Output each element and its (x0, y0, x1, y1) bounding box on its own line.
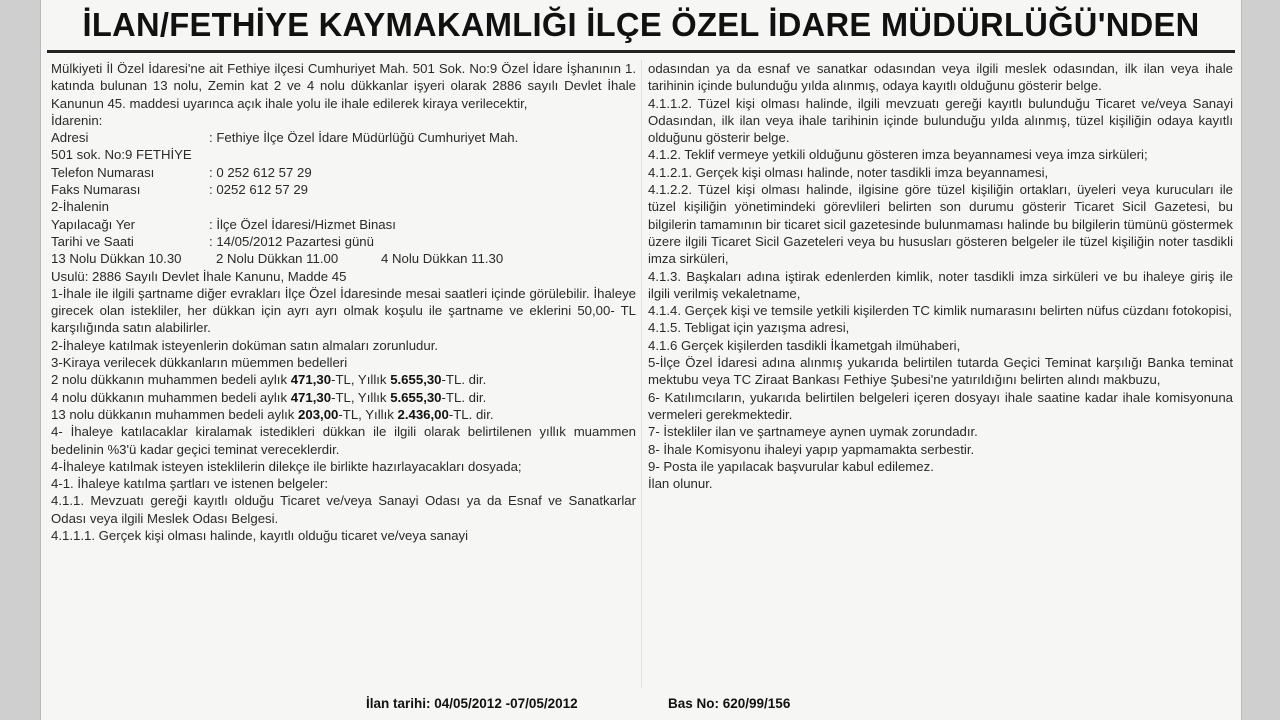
place-key: Yapılacağı Yer (51, 216, 136, 232)
phone-row (51, 164, 636, 181)
notice-footer (41, 694, 1241, 718)
right-column (648, 60, 1233, 690)
column-divider (641, 60, 642, 688)
date-key: Tarihi ve Saati (51, 233, 134, 249)
right-paragraph-10: 5-İlçe Özel İdaresi adına alınmış yukarıda belirtilen tutarda Geçici Teminat karşılığı Banka teminat mektubu veya TC Ziraat Bankası Fethiye Şubesi'ne yatırıldığını belirten alındı makbuzu, (648, 355, 1233, 388)
shop-times-row (51, 250, 636, 267)
newspaper-notice (40, 0, 1242, 720)
idarenin-heading: İdarenin: (51, 112, 103, 128)
intro-paragraph: Mülkiyeti İl Özel İdaresi'ne ait Fethiye ilçesi Cumhuriyet Mah. 501 Sok. No:9 Özel İdare İşhanının 1. katında bulunan 13 nolu, Zemin kat 2 ve 4 nolu dükkanlar işyeri olarak 2886 sayılı Devlet İhale Kanunun 45. maddesi uyarınca açık ihale yolu ile ihale edilerek kiraya verilecektir, (51, 61, 636, 111)
paragraph-5: 4-İhaleye katılmak isteyen isteklilerin dilekçe ile birlikte hazırlayacakları dosyada; (51, 458, 522, 474)
paragraph-3: 3-Kiraya verilecek dükkanların müemmen bedelleri (51, 355, 348, 371)
right-paragraph-11: 6- Katılımcıların, yukarıda belirtilen belgeleri içeren dosyayı ihale saatine kadar ihale komisyonuna vermeleri gerekmektedir. (648, 389, 1233, 422)
shop-13-time: 13 Nolu Dükkan 10.30 (51, 251, 182, 267)
right-paragraph-2: 4.1.1.2. Tüzel kişi olması halinde, ilgili mevzuatı gereği kayıtlı bulunduğu Ticaret ve/veya Sanayi Odasından, ilk ilan veya ihale tarihinin içinde bulunduğu yılda alınmış, tüzel kişiliğin odaya kayıtlı olduğunu gösterir belge. (648, 95, 1233, 146)
fax-key: Faks Numarası (51, 182, 141, 198)
date-value: : 14/05/2012 Pazartesi günü (209, 233, 374, 249)
right-paragraph-6: 4.1.3. Başkaları adına iştirak edenlerden kimlik, noter tasdikli imza sirküleri ve bu ihaleye giriş ile ilgili verilmiş vekaletname, (648, 268, 1233, 301)
title-rule (47, 50, 1235, 53)
paragraph-6: 4-1. İhaleye katılma şartları ve istenen belgeler: (51, 476, 329, 492)
paragraph-4: 4- İhaleye katılacaklar kiralamak istedikleri dükkan ile ilgili olarak belirtilenen yıllık muammen bedelinin %3'ü kadar geçici teminat vereceklerdir. (51, 424, 636, 457)
method-line: Usulü: 2886 Sayılı Devlet İhale Kanunu, Madde 45 (51, 268, 347, 284)
fax-value: : 0252 612 57 29 (209, 182, 308, 198)
place-row (51, 216, 636, 233)
paragraph-1: 1-İhale ile ilgili şartname diğer evrakları İlçe Özel İdaresinde mesai saatleri içinde görülebilir. İhaleye girecek olan istekliler, her dükkan için ayrı ayrı olmak koşulu ile şartname ve eklerini 50,00- TL karşılığında satın alabilirler. (51, 285, 636, 336)
right-paragraph-8: 4.1.5. Tebligat için yazışma adresi, (648, 320, 850, 336)
address-key: Adresi (51, 130, 89, 146)
address-value: : Fethiye İlçe Özel İdare Müdürlüğü Cumhuriyet Mah. (209, 130, 519, 146)
shop-13-price: 13 nolu dükkanın muhammen bedeli aylık 203,00-TL, Yıllık 2.436,00-TL. dir. (51, 406, 494, 422)
address-row (51, 129, 636, 146)
right-paragraph-12: 7- İstekliler ilan ve şartnameye aynen uymak zorundadır. (648, 424, 978, 440)
date-row (51, 233, 636, 250)
paragraph-8: 4.1.1.1. Gerçek kişi olması halinde, kayıtlı olduğu ticaret ve/veya sanayi (51, 528, 469, 544)
shop-4-time: 4 Nolu Dükkan 11.30 (381, 251, 504, 267)
fax-row (51, 181, 636, 198)
paragraph-2: 2-İhaleye katılmak isteyenlerin doküman satın almaları zorunludur. (51, 337, 439, 353)
right-paragraph-4: 4.1.2.1. Gerçek kişi olması halinde, noter tasdikli imza beyannamesi, (648, 164, 1049, 180)
left-column (51, 60, 636, 690)
shop-2-time: 2 Nolu Dükkan 11.00 (216, 251, 339, 267)
shop-2-price: 2 nolu dükkanın muhammen bedeli aylık 471,30-TL, Yıllık 5.655,30-TL. dir. (51, 372, 487, 388)
place-value: : İlçe Özel İdaresi/Hizmet Binası (209, 216, 396, 232)
right-paragraph-14: 9- Posta ile yapılacak başvurular kabul edilemez. (648, 458, 934, 474)
announcement-date: İlan tarihi: 04/05/2012 -07/05/2012 (366, 696, 578, 711)
right-paragraph-1: odasından ya da esnaf ve sanatkar odasından veya ilgili meslek odasından, ilk ilan veya ihale tarihinin içinde bulunduğu yılda alınmış, odaya kayıtlı olduğunu gösterir belge. (648, 61, 1233, 94)
paragraph-7: 4.1.1. Mevzuatı gereği kayıtlı olduğu Ticaret ve/veya Sanayi Odası ya da Esnaf ve Sanatkarlar Odası veya ilgili Meslek Odası Belgesi. (51, 493, 636, 526)
address-continuation: 501 sok. No:9 FETHİYE (51, 147, 192, 163)
ihalenin-heading: 2-İhalenin (51, 199, 109, 215)
right-paragraph-9: 4.1.6 Gerçek kişilerden tasdikli İkametgah ilmühaberi, (648, 337, 961, 353)
right-paragraph-3: 4.1.2. Teklif vermeye yetkili olduğunu gösteren imza beyannamesi veya imza sirküleri; (648, 147, 1148, 163)
shop-4-price: 4 nolu dükkanın muhammen bedeli aylık 471,30-TL, Yıllık 5.655,30-TL. dir. (51, 389, 487, 405)
print-number: Bas No: 620/99/156 (668, 696, 791, 711)
right-paragraph-13: 8- İhale Komisyonu ihaleyi yapıp yapmamakta serbestir. (648, 441, 975, 457)
phone-key: Telefon Numarası (51, 164, 155, 180)
right-paragraph-5: 4.1.2.2. Tüzel kişi olması halinde, ilgisine göre tüzel kişiliğin ortakları, üyeleri veya kurucuları ile tüzel kişiliğin yönetimindeki görevlileri belirten son durumu gösterir Ticaret Sicil Gazetesi, bu bilgilerin tamamının bir ticaret sicil gazetesinde bulunmaması halinde bu bilgilerin tümünü göstermek üzere ilgili Ticaret Sicil Gazeteleri veya bu hususları gösteren belgeler ile tüzel kişiliğin noter tasdikli imza sirküleri, (648, 182, 1233, 267)
right-paragraph-15: İlan olunur. (648, 476, 713, 492)
right-paragraph-7: 4.1.4. Gerçek kişi ve temsile yetkili kişilerden TC kimlik numarasını belirten nüfus cüzdanı fotokopisi, (648, 303, 1232, 319)
notice-title: İLAN/FETHİYE KAYMAKAMLIĞI İLÇE ÖZEL İDARE MÜDÜRLÜĞÜ'NDEN (82, 6, 1200, 43)
phone-value: : 0 252 612 57 29 (209, 164, 312, 180)
